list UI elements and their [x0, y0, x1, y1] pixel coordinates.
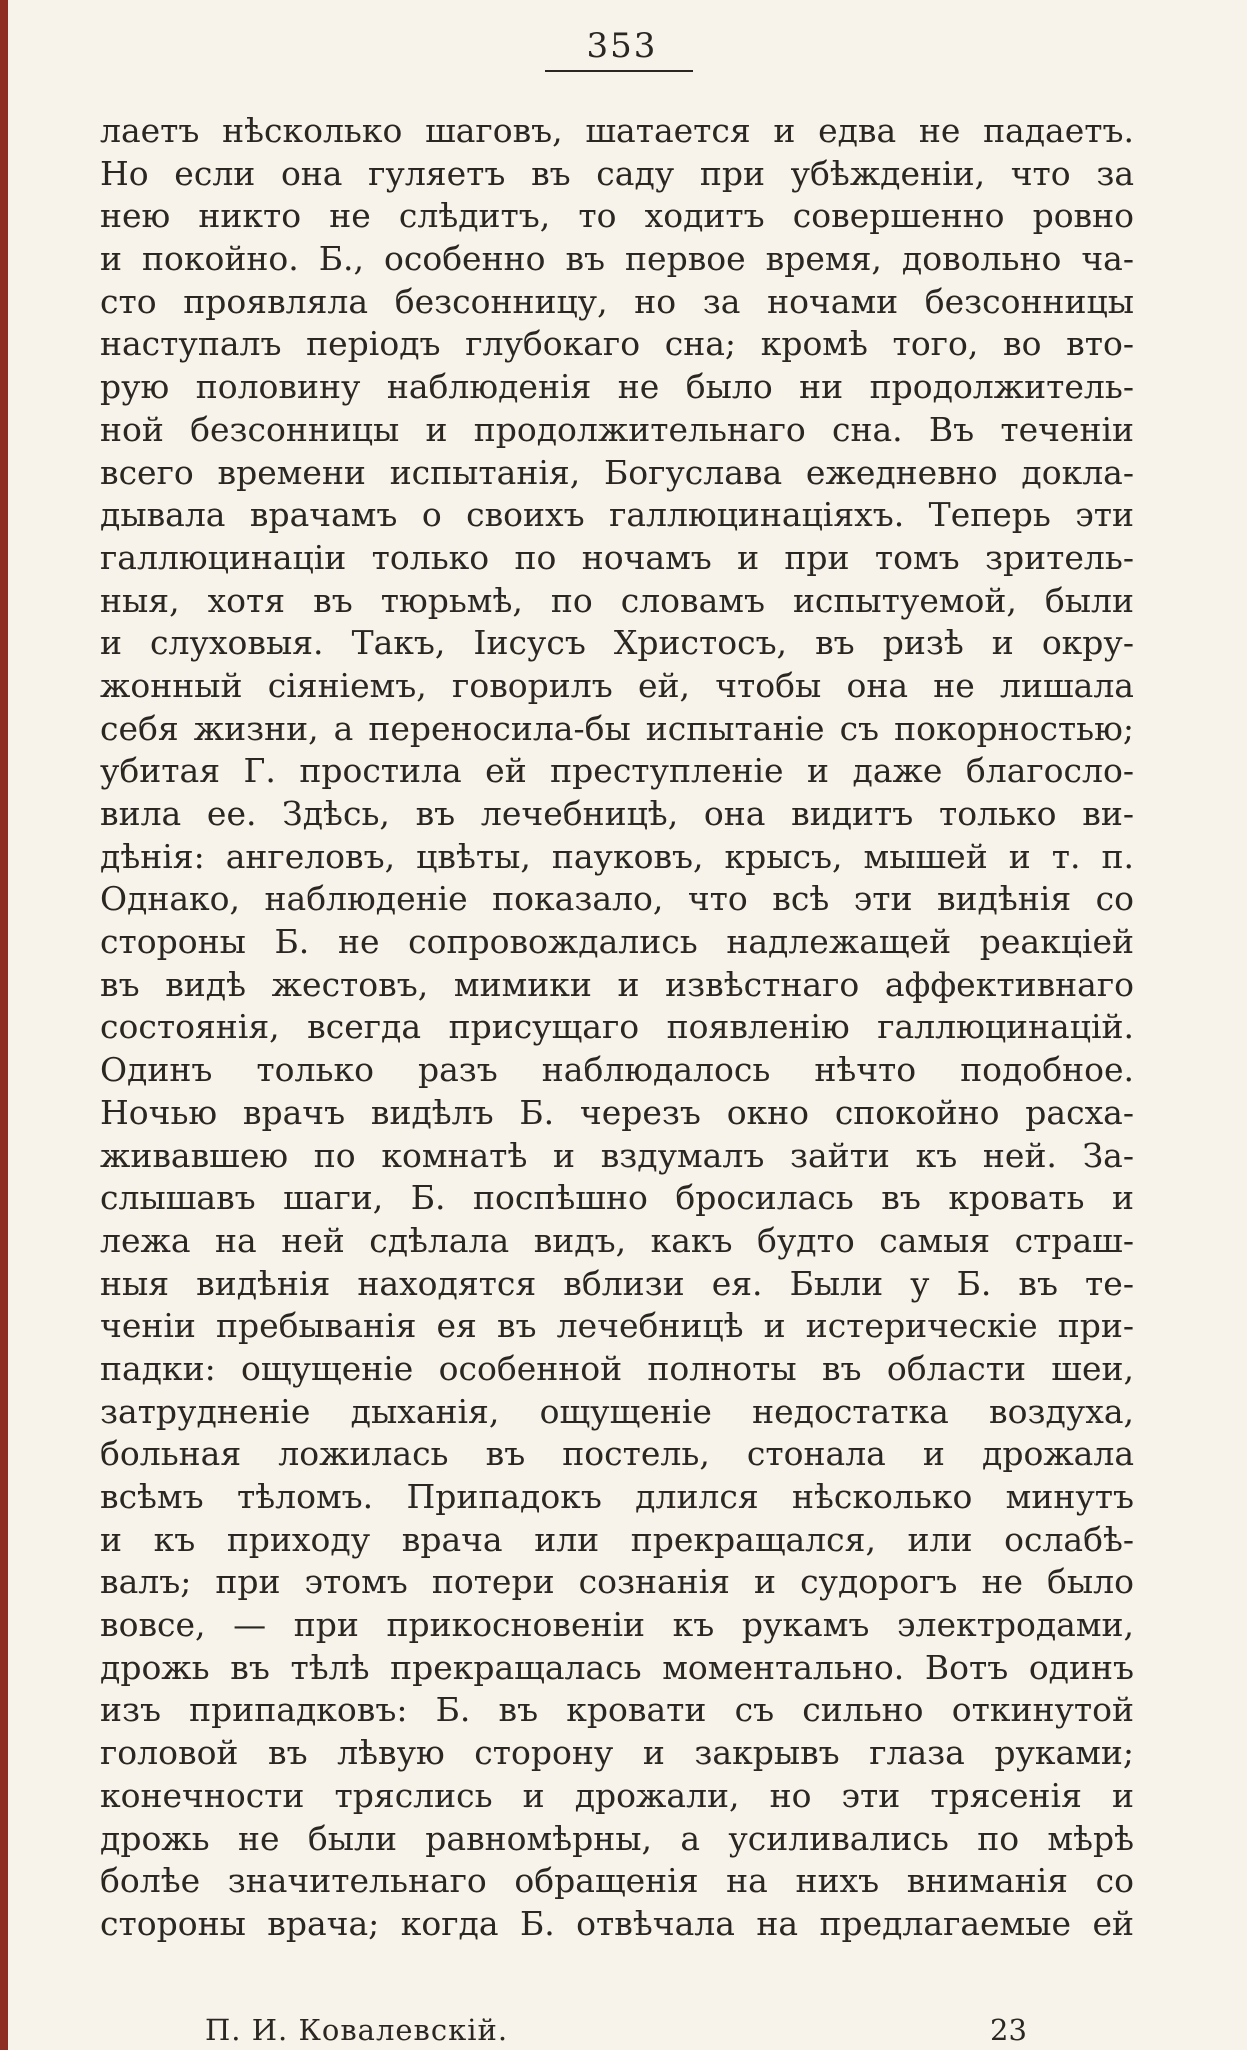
text-line: валъ; при этомъ потери сознанія и судорогъ не было: [100, 1562, 1134, 1602]
footer-signature: П. И. Ковалевскій.: [205, 2013, 509, 2047]
text-line: лежа на ней сдѣлала видъ, какъ будто самыя страш-: [100, 1220, 1134, 1260]
text-line: сто проявляла безсонницу, но за ночами безсонницы: [100, 281, 1134, 321]
text-line: ныя, хотя въ тюрьмѣ, по словамъ испытуемой, были: [100, 580, 1134, 620]
text-line: убитая Г. простила ей преступленіе и даже благосло-: [100, 751, 1134, 791]
text-line: дрожь не были равномѣрны, а усиливались по мѣрѣ: [100, 1818, 1134, 1858]
text-line: вовсе, — при прикосновеніи къ рукамъ электродами,: [100, 1605, 1134, 1645]
text-line: состоянія, всегда присущаго появленію галлюцинацій.: [100, 1007, 1134, 1047]
text-line: ченіи пребыванія ея въ лечебницѣ и истерическіе при-: [100, 1306, 1134, 1346]
text-line: ной безсонницы и продолжительнаго сна. Въ теченіи: [100, 409, 1134, 449]
page-number: 353: [586, 26, 658, 66]
text-line: и къ приходу врача или прекращался, или ослабѣ-: [100, 1519, 1134, 1559]
text-line: всѣмъ тѣломъ. Припадокъ длился нѣсколько минутъ: [100, 1477, 1134, 1516]
text-line: Ночью врачъ видѣлъ Б. черезъ окно спокойно расха-: [100, 1092, 1134, 1132]
text-line: болѣе значительнаго обращенія на нихъ вниманія со: [100, 1861, 1134, 1901]
text-line: живавшею по комнатѣ и вздумалъ зайти къ ней. За-: [100, 1135, 1134, 1175]
text-line: рую половину наблюденія не было ни продолжитель-: [100, 367, 1134, 407]
text-line: стороны Б. не сопровождались надлежащей реакціей: [100, 922, 1134, 962]
text-line: ныя видѣнія находятся вблизи ея. Были у Б. въ те-: [100, 1263, 1134, 1303]
text-line: вила ее. Здѣсь, въ лечебницѣ, она видитъ только ви-: [100, 794, 1134, 833]
body-text: [100, 110, 1134, 1946]
text-line: въ видѣ жестовъ, мимики и извѣстнаго аффективнаго: [100, 964, 1134, 1004]
text-line: падки: ощущеніе особенной полноты въ области шеи,: [100, 1348, 1134, 1388]
page-number-underline: [545, 70, 693, 72]
text-line: дывала врачамъ о своихъ галлюцинаціяхъ. Теперь эти: [100, 495, 1134, 535]
page-footer: [0, 2010, 1247, 2050]
text-line: и слуховыя. Такъ, Іисусъ Христосъ, въ ризѣ и окру-: [100, 623, 1134, 663]
footer-sheet-number: 23: [990, 2013, 1027, 2047]
text-line: изъ припадковъ: Б. въ кровати съ сильно откинутой: [100, 1690, 1134, 1730]
text-line: лаетъ нѣсколько шаговъ, шатается и едва не падаетъ.: [100, 111, 1134, 150]
text-line: головой въ лѣвую сторону и закрывъ глаза руками;: [100, 1733, 1134, 1773]
text-line: больная ложилась въ постель, стонала и дрожала: [100, 1434, 1134, 1474]
text-line: Одинъ только разъ наблюдалось нѣчто подобное.: [100, 1050, 1134, 1090]
text-line: Однако, наблюденіе показало, что всѣ эти видѣнія со: [100, 879, 1134, 919]
text-line: себя жизни, а переносила-бы испытаніе съ покорностью;: [100, 708, 1134, 748]
text-line: конечности тряслись и дрожали, но эти трясенія и: [100, 1775, 1134, 1815]
text-line: Но если она гуляетъ въ саду при убѣжденіи, что за: [100, 153, 1134, 193]
text-line: всего времени испытанія, Богуслава ежедневно докла-: [100, 452, 1134, 492]
text-line: затрудненіе дыханія, ощущеніе недостатка воздуха,: [100, 1391, 1134, 1431]
text-line: дрожь въ тѣлѣ прекращалась моментально. Вотъ одинъ: [100, 1647, 1134, 1687]
text-line: дѣнія: ангеловъ, цвѣты, пауковъ, крысъ, мышей и т. п.: [100, 836, 1134, 876]
text-line: жонный сіяніемъ, говорилъ ей, чтобы она не лишала: [100, 665, 1134, 705]
text-line: наступалъ періодъ глубокаго сна; кромѣ того, во вто-: [100, 324, 1134, 364]
text-line: нею никто не слѣдитъ, то ходитъ совершенно ровно: [100, 196, 1134, 236]
text-line: слышавъ шаги, Б. поспѣшно бросилась въ кровать и: [100, 1178, 1134, 1218]
text-line: галлюцинаціи только по ночамъ и при томъ зритель-: [100, 537, 1134, 577]
text-line: стороны врача; когда Б. отвѣчала на предлагаемые ей: [100, 1903, 1134, 1943]
text-line: и покойно. Б., особенно въ первое время, довольно ча-: [100, 239, 1134, 279]
page-edge: [0, 0, 8, 2050]
